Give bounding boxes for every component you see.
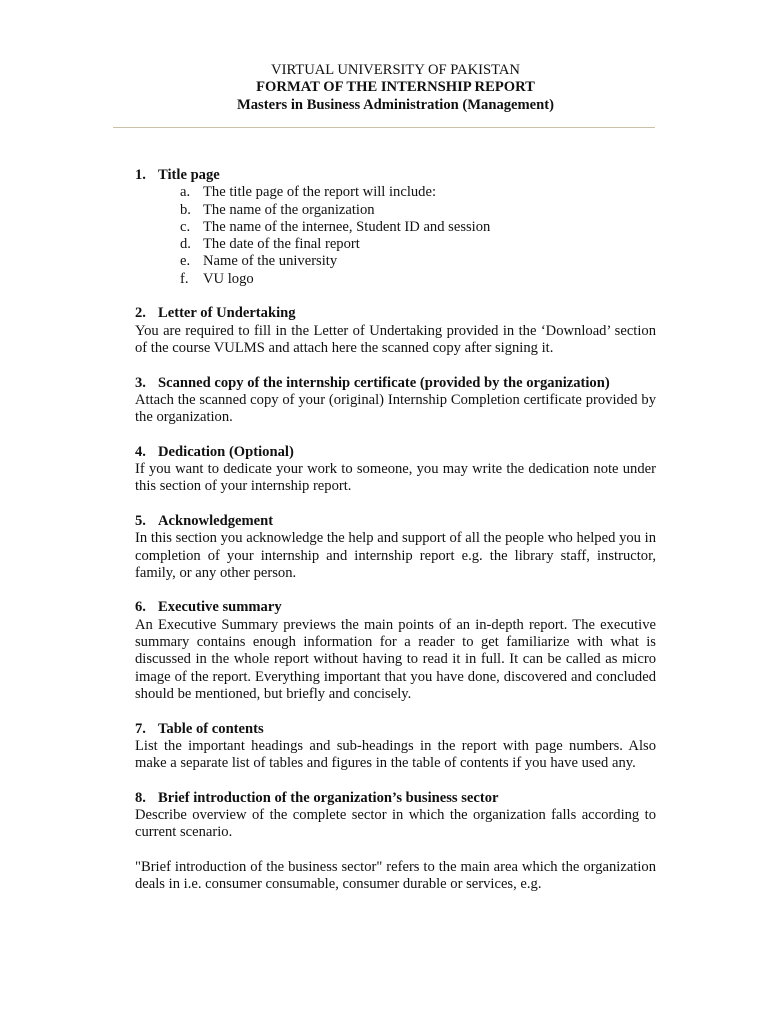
program-name: Masters in Business Administration (Management) [236, 96, 554, 113]
item-letter: e. [180, 253, 191, 270]
list-item [135, 253, 656, 270]
section-title: Title page [158, 167, 220, 183]
section-body: If you want to dedicate your work to someone, you may write the dedication note under this section of your internship report. [135, 461, 656, 495]
section-heading [135, 167, 656, 184]
item-letter: d. [180, 236, 191, 253]
item-letter: b. [180, 201, 191, 218]
section-title: Scanned copy of the internship certificate (provided by the organization) [158, 374, 610, 391]
section-heading [135, 721, 656, 738]
header-divider [113, 127, 655, 128]
section-internship-certificate [135, 375, 656, 427]
section-number: 3. [135, 374, 146, 391]
section-number: 2. [135, 305, 146, 322]
document-title: FORMAT OF THE INTERNSHIP REPORT [256, 79, 535, 96]
section-number: 6. [135, 599, 146, 616]
item-letter: f. [180, 270, 189, 287]
section-title: Executive summary [158, 599, 282, 616]
item-letter: a. [180, 184, 191, 201]
section-title: Brief introduction of the organization’s business sector [158, 789, 499, 806]
list-item [135, 184, 656, 201]
section-heading [135, 444, 656, 461]
item-text: Name of the university [203, 253, 338, 270]
title-page-items [135, 184, 656, 288]
section-business-sector [135, 790, 656, 842]
section-letter-of-undertaking [135, 305, 656, 357]
section-heading [135, 375, 656, 392]
section-heading [135, 305, 656, 322]
section-title-page [135, 167, 656, 288]
section-body: Describe overview of the complete sector in which the organization falls according to current scenario. [135, 806, 656, 841]
list-item [135, 202, 656, 219]
section-number: 8. [135, 789, 146, 806]
item-text: The title page of the report will include: [203, 184, 437, 201]
section-title: Dedication (Optional) [158, 443, 294, 460]
section-body: List the important headings and sub-headings in the report with page numbers. Also make a separate list of tables and figures in the table of contents if you have used any. [135, 737, 656, 772]
section-body: You are required to fill in the Letter of Undertaking provided in the ‘Download’ section of the course VULMS and attach here the scanned copy after signing it. [135, 322, 656, 356]
university-name: VIRTUAL UNIVERSITY OF PAKISTAN [271, 62, 520, 78]
section-table-of-contents [135, 721, 656, 773]
section-heading [135, 790, 656, 807]
section-title: Acknowledgement [158, 512, 274, 529]
section-number: 5. [135, 512, 146, 529]
section-heading [135, 513, 656, 530]
item-text: VU logo [203, 270, 254, 287]
section-body: In this section you acknowledge the help and support of all the people who helped you in completion of your internship and internship report e.g. the library staff, instructor, family, or any other person. [135, 530, 656, 581]
section-acknowledgement [135, 513, 656, 582]
item-text: The name of the organization [203, 201, 375, 218]
document-body [135, 167, 656, 893]
list-item [135, 219, 656, 236]
section-body-continued: "Brief introduction of the business sector" refers to the main area which the organization deals in i.e. consumer consumable, consumer durable or services, e.g. [135, 858, 656, 893]
section-heading [135, 599, 656, 616]
section-body: Attach the scanned copy of your (original) Internship Completion certificate provided by the organization. [135, 391, 656, 426]
section-dedication [135, 444, 656, 496]
section-executive-summary [135, 599, 656, 703]
section-title: Letter of Undertaking [158, 305, 296, 322]
section-title: Table of contents [158, 720, 264, 737]
item-letter: c. [180, 218, 191, 235]
section-number: 7. [135, 720, 146, 737]
item-text: The date of the final report [203, 236, 360, 253]
list-item [135, 271, 656, 288]
section-number: 4. [135, 443, 146, 460]
document-header [135, 62, 656, 114]
list-item [135, 236, 656, 253]
section-number: 1. [135, 167, 146, 183]
item-text: The name of the internee, Student ID and session [203, 218, 491, 235]
section-body: An Executive Summary previews the main points of an in-depth report. The executive summary contains enough information for a reader to get familiarize with what is discussed in the whole report without having to read it in full. It can be called as micro image of the report. Everything important that you have done, discovered and concluded should be mentioned, but briefly and concisely. [135, 616, 656, 702]
